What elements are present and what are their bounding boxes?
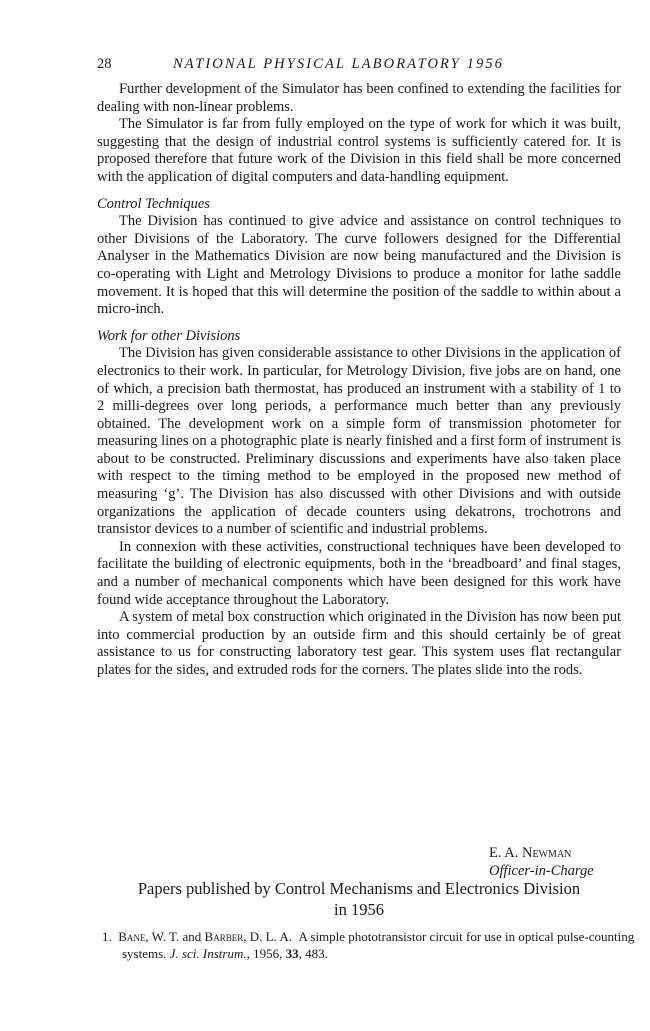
reference-year: , 1956, [246, 946, 286, 961]
signature-role: Officer-in-Charge [489, 863, 594, 879]
papers-heading [97, 878, 621, 920]
signature-name [489, 844, 594, 862]
running-title: NATIONAL PHYSICAL LABORATORY 1956 [173, 56, 505, 72]
paragraph: Further development of the Simulator has been confined to extending the facilities for dealing with non-linear problems. [97, 81, 621, 115]
reference-author-initials: , W. T. and [145, 929, 205, 944]
paragraph: The Division has given considerable assistance to other Divisions in the application of electronics to their work. In particular, for Metrology Division, five jobs are on hand, one of which, a precision bath thermostat, has produced an instrument with a stability of 1 to 2 milli-degrees over long periods, a performance much better than any previously obtained. The development work on a simple form of transmission photometer for measuring lines on a photographic plate is nearly finished and a first form of instrument is about to be constructed. Preliminary discussions and experiments have also taken place with respect to the timing method to be employed in the proposed new method of measuring ‘g’. The Division has also discussed with other Divisions and with outside organizations the application of decade counters using dekatrons, trochotrons and transistor devices to a number of scientific and industrial problems. [97, 345, 621, 538]
paragraph: The Simulator is far from fully employed on the type of work for which it was built, suggesting that the design of industrial control systems is sufficiently catered for. It is proposed therefore that future work of the Division in this field shall be more concerned with the application of digital computers and data-handling equipment. [97, 116, 621, 185]
signature-initials: E. A. [489, 845, 519, 861]
section-heading-work-for-other-divisions: Work for other Divisions [97, 327, 241, 344]
reference-journal: J. sci. Instrum. [169, 946, 247, 961]
paragraph: In connexion with these activities, constructional techniques have been developed to facilitate the building of electronic equipments, both in the ‘breadboard’ and final stages, and a number of mechanical components which have been designed for this work have found wide acceptance throughout the Laboratory. [97, 538, 621, 608]
body-text [97, 81, 621, 680]
signature-surname: Newman [522, 845, 572, 861]
paragraph: The Division has continued to give advice and assistance on control techniques to other Divisions of the Laboratory. The curve followers designed for the Differential Analyser in the Mathematics Division are now being manufactured and the Division is co-operating with Light and Metrology Divisions to produce a monitor for lathe saddle movement. It is hoped that this will determine the position of the saddle to within about a micro-inch. [97, 213, 621, 318]
papers-heading-line1: Papers published by Control Mechanisms and Electronics Division [137, 879, 581, 898]
reference-pages: , 483. [298, 946, 328, 961]
signature-block [489, 844, 594, 880]
section-heading-control-techniques: Control Techniques [97, 195, 210, 212]
reference-volume: 33 [285, 946, 299, 961]
reference-author-initials: , D. L. A. [243, 929, 292, 944]
page-number: 28 [97, 56, 112, 72]
reference-item [102, 928, 642, 962]
paragraph: A system of metal box construction which originated in the Division has now been put into commercial production by an outside firm and this should certainly be of great assistance to us for constructing laboratory test gear. This system uses flat rectangular plates for the sides, and extruded rods for the corners. The plates slide into the rods. [97, 609, 621, 678]
reference-author: Barber [204, 929, 244, 944]
reference-number: 1. [102, 929, 112, 944]
papers-heading-line2: in 1956 [334, 900, 384, 919]
reference-author: Bane [118, 929, 146, 944]
reference-title: A simple phototransistor circuit for use in optical pulse-counting systems. [122, 929, 635, 961]
